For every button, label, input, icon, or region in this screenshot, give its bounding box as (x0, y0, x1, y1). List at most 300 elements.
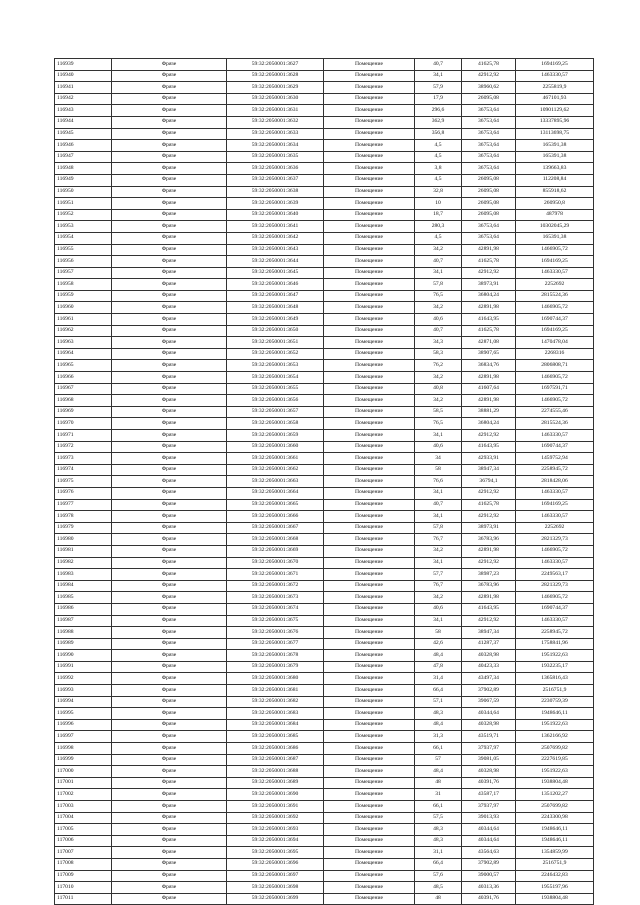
cadastral-number-cell: 59:32:2050001:3654 (227, 372, 324, 384)
table-row (55, 290, 594, 302)
unit-value-cell: 36753,64 (462, 151, 516, 163)
area-cell: 280,3 (415, 221, 462, 233)
cadastral-value-cell: 165391,38 (516, 140, 594, 152)
unit-value-cell: 40328,98 (462, 719, 516, 731)
object-name-cell: Фрязе (112, 244, 227, 256)
cadastral-number-cell: 59:32:2050001:3691 (227, 801, 324, 813)
object-name-cell: Фрязе (112, 105, 227, 117)
cadastral-number-cell: 59:32:2050001:3693 (227, 824, 324, 836)
object-type-cell: Помещение (324, 627, 415, 639)
table-row (55, 105, 594, 117)
row-number-cell: 116951 (55, 198, 112, 210)
cadastral-value-cell: 165391,38 (516, 151, 594, 163)
row-number-cell: 116978 (55, 511, 112, 523)
cadastral-number-cell: 59:32:2050001:3684 (227, 719, 324, 731)
object-name-cell: Фрязе (112, 696, 227, 708)
object-type-cell: Помещение (324, 615, 415, 627)
area-cell: 17,9 (415, 93, 462, 105)
cadastral-value-cell: 2252692 (516, 279, 594, 291)
row-number-cell: 116963 (55, 337, 112, 349)
table-row (55, 627, 594, 639)
cadastral-number-cell: 59:32:2050001:3694 (227, 835, 324, 847)
row-number-cell: 117005 (55, 824, 112, 836)
object-name-cell: Фрязе (112, 221, 227, 233)
object-name-cell: Фрязе (112, 441, 227, 453)
table-row (55, 789, 594, 801)
cadastral-value-cell: 467101,93 (516, 93, 594, 105)
object-name-cell: Фрязе (112, 453, 227, 465)
object-name-cell: Фрязе (112, 186, 227, 198)
cadastral-number-cell: 59:32:2050001:3661 (227, 453, 324, 465)
unit-value-cell: 42912,92 (462, 615, 516, 627)
cadastral-value-cell: 1951922,63 (516, 766, 594, 778)
cadastral-number-cell: 59:32:2050001:3697 (227, 870, 324, 882)
cadastral-value-cell: 1463330,57 (516, 557, 594, 569)
area-cell: 76,2 (415, 360, 462, 372)
cadastral-number-cell: 59:32:2050001:3630 (227, 93, 324, 105)
object-type-cell: Помещение (324, 314, 415, 326)
cadastral-number-cell: 59:32:2050001:3642 (227, 232, 324, 244)
unit-value-cell: 42912,92 (462, 267, 516, 279)
object-type-cell: Помещение (324, 256, 415, 268)
unit-value-cell: 42912,92 (462, 511, 516, 523)
row-number-cell: 116993 (55, 685, 112, 697)
object-name-cell: Фрязе (112, 267, 227, 279)
cadastral-number-cell: 59:32:2050001:3696 (227, 858, 324, 870)
table-row (55, 476, 594, 488)
object-name-cell: Фрязе (112, 372, 227, 384)
object-type-cell: Помещение (324, 302, 415, 314)
area-cell: 76,5 (415, 418, 462, 430)
object-type-cell: Помещение (324, 673, 415, 685)
cadastral-value-cell: 1466905,72 (516, 545, 594, 557)
row-number-cell: 116990 (55, 650, 112, 662)
cadastral-number-cell: 59:32:2050001:3659 (227, 430, 324, 442)
table-row (55, 731, 594, 743)
table-row (55, 835, 594, 847)
area-cell: 4,5 (415, 151, 462, 163)
row-number-cell: 116977 (55, 499, 112, 511)
unit-value-cell: 41607,64 (462, 383, 516, 395)
row-number-cell: 116952 (55, 209, 112, 221)
table-row (55, 870, 594, 882)
cadastral-value-cell: 2249563,17 (516, 569, 594, 581)
cadastral-value-cell: 1466905,72 (516, 372, 594, 384)
object-type-cell: Помещение (324, 430, 415, 442)
unit-value-cell: 41625,78 (462, 325, 516, 337)
object-type-cell: Помещение (324, 290, 415, 302)
unit-value-cell: 39013,93 (462, 812, 516, 824)
unit-value-cell: 42891,98 (462, 302, 516, 314)
cadastral-value-cell: 2507699,82 (516, 743, 594, 755)
unit-value-cell: 41287,37 (462, 638, 516, 650)
object-type-cell: Помещение (324, 534, 415, 546)
object-type-cell: Помещение (324, 464, 415, 476)
cadastral-number-cell: 59:32:2050001:3635 (227, 151, 324, 163)
area-cell: 40,6 (415, 603, 462, 615)
cadastral-value-cell: 112208,84 (516, 174, 594, 186)
cadastral-number-cell: 59:32:2050001:3677 (227, 638, 324, 650)
object-name-cell: Фрязе (112, 174, 227, 186)
cadastral-value-cell: 1951922,63 (516, 719, 594, 731)
unit-value-cell: 43564,63 (462, 847, 516, 859)
table-row (55, 430, 594, 442)
object-name-cell: Фрязе (112, 661, 227, 673)
cadastral-number-cell: 59:32:2050001:3665 (227, 499, 324, 511)
object-name-cell: Фрязе (112, 801, 227, 813)
table-row (55, 151, 594, 163)
unit-value-cell: 40391,76 (462, 777, 516, 789)
cadastral-number-cell: 59:32:2050001:3688 (227, 766, 324, 778)
cadastral-number-cell: 59:32:2050001:3675 (227, 615, 324, 627)
cadastral-number-cell: 59:32:2050001:3646 (227, 279, 324, 291)
area-cell: 34,1 (415, 511, 462, 523)
object-type-cell: Помещение (324, 499, 415, 511)
area-cell: 34,3 (415, 337, 462, 349)
object-type-cell: Помещение (324, 812, 415, 824)
table-row (55, 325, 594, 337)
table-row (55, 174, 594, 186)
table-row (55, 279, 594, 291)
area-cell: 66,4 (415, 685, 462, 697)
object-type-cell: Помещение (324, 418, 415, 430)
row-number-cell: 116991 (55, 661, 112, 673)
area-cell: 3,8 (415, 163, 462, 175)
table-row (55, 569, 594, 581)
table-row (55, 708, 594, 720)
cadastral-value-cell: 2815524,36 (516, 418, 594, 430)
object-type-cell: Помещение (324, 603, 415, 615)
row-number-cell: 116975 (55, 476, 112, 488)
row-number-cell: 117007 (55, 847, 112, 859)
cadastral-value-cell: 2806808,71 (516, 360, 594, 372)
cadastral-number-cell: 59:32:2050001:3673 (227, 592, 324, 604)
cadastral-number-cell: 59:32:2050001:3690 (227, 789, 324, 801)
cadastral-value-cell: 1463330,57 (516, 511, 594, 523)
object-type-cell: Помещение (324, 511, 415, 523)
area-cell: 40,8 (415, 383, 462, 395)
row-number-cell: 116966 (55, 372, 112, 384)
row-number-cell: 116940 (55, 70, 112, 82)
cadastral-value-cell: 165391,38 (516, 232, 594, 244)
area-cell: 356,8 (415, 128, 462, 140)
table-row (55, 209, 594, 221)
area-cell: 48,3 (415, 824, 462, 836)
object-name-cell: Фрязе (112, 290, 227, 302)
cadastral-value-cell: 487978 (516, 209, 594, 221)
cadastral-number-cell: 59:32:2050001:3657 (227, 406, 324, 418)
row-number-cell: 117008 (55, 858, 112, 870)
unit-value-cell: 42891,98 (462, 592, 516, 604)
object-type-cell: Помещение (324, 557, 415, 569)
row-number-cell: 116962 (55, 325, 112, 337)
object-type-cell: Помещение (324, 708, 415, 720)
object-name-cell: Фрязе (112, 163, 227, 175)
object-name-cell: Фрязе (112, 777, 227, 789)
cadastral-number-cell: 59:32:2050001:3699 (227, 893, 324, 905)
area-cell: 76,6 (415, 476, 462, 488)
cadastral-value-cell: 1690744,37 (516, 603, 594, 615)
area-cell: 66,1 (415, 801, 462, 813)
object-name-cell: Фрязе (112, 256, 227, 268)
object-name-cell: Фрязе (112, 59, 227, 71)
object-name-cell: Фрязе (112, 383, 227, 395)
object-name-cell: Фрязе (112, 522, 227, 534)
cadastral-value-cell: 1951922,63 (516, 650, 594, 662)
table-row (55, 348, 594, 360)
row-number-cell: 116976 (55, 487, 112, 499)
cadastral-number-cell: 59:32:2050001:3652 (227, 348, 324, 360)
cadastral-value-cell: 2516751,9 (516, 858, 594, 870)
area-cell: 18,7 (415, 209, 462, 221)
object-name-cell: Фрязе (112, 140, 227, 152)
cadastral-value-cell: 2246432,83 (516, 870, 594, 882)
row-number-cell: 117000 (55, 766, 112, 778)
row-number-cell: 116944 (55, 116, 112, 128)
object-type-cell: Помещение (324, 232, 415, 244)
unit-value-cell: 39000,57 (462, 870, 516, 882)
table-row (55, 395, 594, 407)
table-row (55, 267, 594, 279)
object-name-cell: Фрязе (112, 209, 227, 221)
unit-value-cell: 36794,1 (462, 476, 516, 488)
object-name-cell: Фрязе (112, 557, 227, 569)
object-name-cell: Фрязе (112, 847, 227, 859)
row-number-cell: 116959 (55, 290, 112, 302)
object-type-cell: Помещение (324, 870, 415, 882)
unit-value-cell: 38960,62 (462, 82, 516, 94)
unit-value-cell: 42912,92 (462, 487, 516, 499)
object-name-cell: Фрязе (112, 430, 227, 442)
table-row (55, 580, 594, 592)
unit-value-cell: 37937,97 (462, 801, 516, 813)
object-type-cell: Помещение (324, 82, 415, 94)
unit-value-cell: 36804,24 (462, 290, 516, 302)
object-name-cell: Фрязе (112, 592, 227, 604)
cadastral-value-cell: 1466905,72 (516, 302, 594, 314)
table-row (55, 743, 594, 755)
cadastral-value-cell: 1463330,57 (516, 430, 594, 442)
area-cell: 58,3 (415, 348, 462, 360)
object-name-cell: Фрязе (112, 766, 227, 778)
cadastral-number-cell: 59:32:2050001:3686 (227, 743, 324, 755)
unit-value-cell: 38947,34 (462, 627, 516, 639)
row-number-cell: 116985 (55, 592, 112, 604)
row-number-cell: 116964 (55, 348, 112, 360)
object-type-cell: Помещение (324, 580, 415, 592)
table-row (55, 221, 594, 233)
table-row (55, 858, 594, 870)
table-body (55, 59, 594, 905)
area-cell: 34,1 (415, 267, 462, 279)
cadastral-value-cell: 2230759,39 (516, 696, 594, 708)
area-cell: 34,1 (415, 430, 462, 442)
area-cell: 40,6 (415, 314, 462, 326)
cadastral-number-cell: 59:32:2050001:3637 (227, 174, 324, 186)
cadastral-value-cell: 1463330,57 (516, 615, 594, 627)
object-type-cell: Помещение (324, 835, 415, 847)
unit-value-cell: 40328,98 (462, 650, 516, 662)
table-row (55, 314, 594, 326)
area-cell: 58 (415, 627, 462, 639)
area-cell: 10 (415, 198, 462, 210)
cadastral-number-cell: 59:32:2050001:3682 (227, 696, 324, 708)
cadastral-value-cell: 1694169,25 (516, 325, 594, 337)
area-cell: 34,1 (415, 70, 462, 82)
object-name-cell: Фрязе (112, 858, 227, 870)
object-name-cell: Фрязе (112, 882, 227, 894)
cadastral-value-cell: 1459752,94 (516, 453, 594, 465)
cadastral-number-cell: 59:32:2050001:3636 (227, 163, 324, 175)
area-cell: 66,1 (415, 743, 462, 755)
unit-value-cell: 43519,71 (462, 731, 516, 743)
cadastral-number-cell: 59:32:2050001:3658 (227, 418, 324, 430)
object-name-cell: Фрязе (112, 511, 227, 523)
unit-value-cell: 36753,64 (462, 163, 516, 175)
table-row (55, 557, 594, 569)
cadastral-value-cell: 260950,8 (516, 198, 594, 210)
area-cell: 57,8 (415, 522, 462, 534)
unit-value-cell: 41625,78 (462, 256, 516, 268)
cadastral-number-cell: 59:32:2050001:3656 (227, 395, 324, 407)
object-name-cell: Фрязе (112, 476, 227, 488)
row-number-cell: 116989 (55, 638, 112, 650)
unit-value-cell: 38973,91 (462, 522, 516, 534)
area-cell: 32,8 (415, 186, 462, 198)
table-row (55, 302, 594, 314)
cadastral-number-cell: 59:32:2050001:3692 (227, 812, 324, 824)
cadastral-number-cell: 59:32:2050001:3653 (227, 360, 324, 372)
table-row (55, 673, 594, 685)
cadastral-value-cell: 2274555,46 (516, 406, 594, 418)
area-cell: 57,9 (415, 82, 462, 94)
area-cell: 34,2 (415, 592, 462, 604)
table-row (55, 650, 594, 662)
object-type-cell: Помещение (324, 198, 415, 210)
area-cell: 296,6 (415, 105, 462, 117)
object-type-cell: Помещение (324, 383, 415, 395)
area-cell: 57,1 (415, 696, 462, 708)
object-name-cell: Фрязе (112, 325, 227, 337)
row-number-cell: 116965 (55, 360, 112, 372)
area-cell: 47,8 (415, 661, 462, 673)
unit-value-cell: 36753,64 (462, 221, 516, 233)
object-name-cell: Фрязе (112, 198, 227, 210)
row-number-cell: 117004 (55, 812, 112, 824)
cadastral-number-cell: 59:32:2050001:3663 (227, 476, 324, 488)
cadastral-value-cell: 2821329,73 (516, 580, 594, 592)
object-type-cell: Помещение (324, 522, 415, 534)
row-number-cell: 116980 (55, 534, 112, 546)
area-cell: 76,7 (415, 580, 462, 592)
object-name-cell: Фрязе (112, 395, 227, 407)
object-name-cell: Фрязе (112, 789, 227, 801)
object-name-cell: Фрязе (112, 337, 227, 349)
object-name-cell: Фрязе (112, 279, 227, 291)
object-type-cell: Помещение (324, 360, 415, 372)
object-type-cell: Помещение (324, 441, 415, 453)
table-row (55, 441, 594, 453)
cadastral-value-cell: 1365816,43 (516, 673, 594, 685)
area-cell: 34 (415, 453, 462, 465)
row-number-cell: 116986 (55, 603, 112, 615)
cadastral-number-cell: 59:32:2050001:3631 (227, 105, 324, 117)
row-number-cell: 116999 (55, 754, 112, 766)
object-name-cell: Фрязе (112, 82, 227, 94)
table-row (55, 592, 594, 604)
unit-value-cell: 42871,08 (462, 337, 516, 349)
cadastral-value-cell: 1938804,48 (516, 893, 594, 905)
area-cell: 57,7 (415, 569, 462, 581)
table-row (55, 511, 594, 523)
object-type-cell: Помещение (324, 128, 415, 140)
cadastral-value-cell: 2252692 (516, 522, 594, 534)
row-number-cell: 116958 (55, 279, 112, 291)
cadastral-value-cell: 1463330,57 (516, 487, 594, 499)
cadastral-value-cell: 10302045,29 (516, 221, 594, 233)
area-cell: 58,5 (415, 406, 462, 418)
cadastral-value-cell: 2821329,73 (516, 534, 594, 546)
table-row (55, 198, 594, 210)
object-type-cell: Помещение (324, 337, 415, 349)
unit-value-cell: 42891,98 (462, 395, 516, 407)
cadastral-number-cell: 59:32:2050001:3664 (227, 487, 324, 499)
object-type-cell: Помещение (324, 801, 415, 813)
unit-value-cell: 40344,64 (462, 835, 516, 847)
object-type-cell: Помещение (324, 719, 415, 731)
unit-value-cell: 36753,64 (462, 140, 516, 152)
row-number-cell: 116949 (55, 174, 112, 186)
object-name-cell: Фрязе (112, 232, 227, 244)
object-name-cell: Фрязе (112, 708, 227, 720)
cadastral-value-cell: 2227619,85 (516, 754, 594, 766)
row-number-cell: 116955 (55, 244, 112, 256)
object-name-cell: Фрязе (112, 835, 227, 847)
table-row (55, 406, 594, 418)
row-number-cell: 116939 (55, 59, 112, 71)
row-number-cell: 116943 (55, 105, 112, 117)
table-row (55, 59, 594, 71)
row-number-cell: 117009 (55, 870, 112, 882)
row-number-cell: 116948 (55, 163, 112, 175)
object-name-cell: Фрязе (112, 812, 227, 824)
area-cell: 34,1 (415, 557, 462, 569)
object-name-cell: Фрязе (112, 824, 227, 836)
cadastral-value-cell: 1932235,17 (516, 661, 594, 673)
object-type-cell: Помещение (324, 545, 415, 557)
unit-value-cell: 40344,64 (462, 708, 516, 720)
cadastral-value-cell: 1948646,11 (516, 835, 594, 847)
table-row (55, 801, 594, 813)
unit-value-cell: 41643,95 (462, 441, 516, 453)
table-row (55, 685, 594, 697)
cadastral-value-cell: 1466905,72 (516, 244, 594, 256)
object-name-cell: Фрязе (112, 70, 227, 82)
table-row (55, 163, 594, 175)
area-cell: 66,4 (415, 858, 462, 870)
cadastral-value-cell: 1463330,57 (516, 70, 594, 82)
area-cell: 48,3 (415, 835, 462, 847)
area-cell: 4,5 (415, 232, 462, 244)
object-type-cell: Помещение (324, 731, 415, 743)
object-type-cell: Помещение (324, 163, 415, 175)
area-cell: 57 (415, 754, 462, 766)
cadastral-number-cell: 59:32:2050001:3660 (227, 441, 324, 453)
table-row (55, 719, 594, 731)
object-name-cell: Фрязе (112, 580, 227, 592)
object-type-cell: Помещение (324, 453, 415, 465)
object-name-cell: Фрязе (112, 603, 227, 615)
